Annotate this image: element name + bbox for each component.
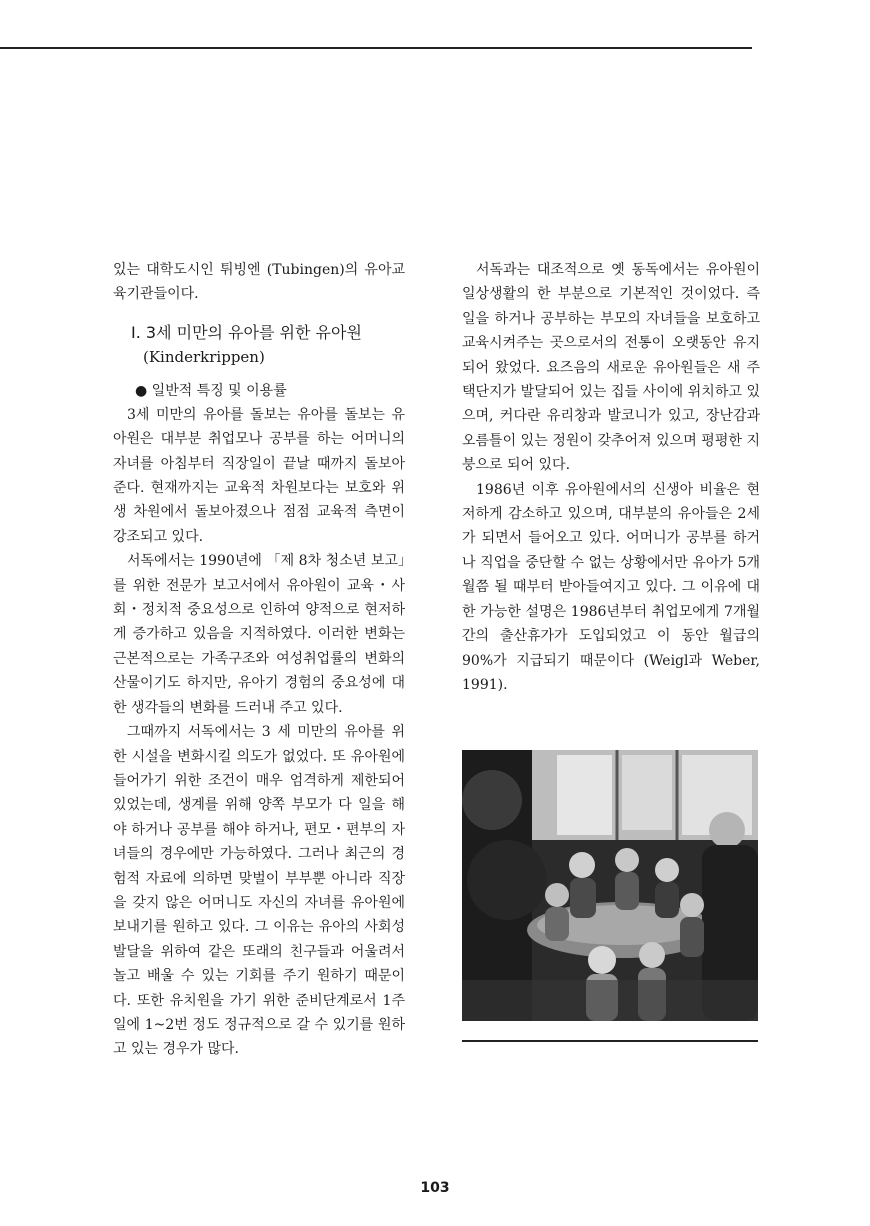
right-paragraph: 1986년 이후 유아원에서의 신생아 비율은 현저하게 감소하고 있으며, 대부분의 유아들은 2세가 되면서 들어오고 있다. 어머니가 공부를 하거나 직업을 중단할 수 없는 상황에서만 유아가 5개월쯤 될 때부터 받아들여지고 있다. 그 이유에 대한 가능한 설명은 1986년부터 취업모에게 7개월간의 출산휴가가 도입되었고 이 동안 월급의 90%가 지급되기 때문이다 (Weigl과 Weber, 1991).: [462, 481, 760, 693]
right-paragraph: 서독과는 대조적으로 옛 동독에서는 유아원이 일상생활의 한 부분으로 기본적인 것이었다. 즉 일을 하거나 공부하는 부모의 자녀들을 보호하고 교육시켜주는 곳으로서의 전통이 오랫동안 유지되어 왔었다. 요즈음의 새로운 유아원들은 새 주택단지가 발달되어 있는 집들 사이에 위치하고 있으며, 커다란 유리창과 발코니가 있고, 장난감과 오름틀이 있는 정원이 갖추어져 있으며 평평한 지붕으로 되어 있다.: [462, 262, 760, 474]
left-paragraph: 그때까지 서독에서는 3 세 미만의 유아를 위한 시설을 변화시킬 의도가 없었다. 또 유아원에 들어가기 위한 조건이 매우 엄격하게 제한되어 있었는데, 생계를 위해 양쪽 부모가 다 일을 해야 하거나 공부를 해야 하거나, 편모・편부의 자녀들의 경우에만 가능하였다. 그러나 최근의 경험적 자료에 의하면 맞벌이 부부뿐 아니라 직장을 갖지 않은 어머니도 자신의 자녀를 유아원에 보내기를 원하고 있다. 그 이유는 유아의 사회성 발달을 위하여 같은 또래의 친구들과 어울려서 놀고 배울 수 있는 기회를 주기 원하기 때문이다. 또한 유치원을 가기 위한 준비단계로서 1주일에 1~2번 정도 정규적으로 갈 수 있기를 원하고 있는 경우가 많다.: [113, 724, 405, 1058]
left-paragraph: 3세 미만의 유아를 돌보는 유아를 돌보는 유아원은 대부분 취업모나 공부를 하는 어머니의 자녀를 아침부터 직장일이 끝날 때까지 돌보아준다. 현재까지는 교육적 차원보다는 보호와 위생 차원에서 돌보아졌으나 점점 교육적 측면이 강조되고 있다.: [113, 406, 405, 545]
section-number: Ⅰ.: [131, 322, 141, 342]
section-heading: [113, 321, 405, 369]
intro-text: 있는 대학도시인 튀빙엔 (Tubingen)의 유아교육기관들이다.: [113, 262, 405, 303]
photo-rule: [462, 1040, 758, 1042]
left-paragraph: 서독에서는 1990년에 「제 8차 청소년 보고」를 위한 전문가 보고서에서 유아원이 교육・사회・정치적 중요성으로 인하여 양적으로 현저하게 증가하고 있음을 지적하였다. 이러한 변화는 근본적으로는 가족구조와 여성취업률의 변화의 산물이기도 하지만, 유아기 경험의 중요성에 대한 생각들의 변화를 드러내 주고 있다.: [113, 553, 405, 716]
top-rule: [0, 47, 752, 49]
section-title: 3세 미만의 유아를 위한 유아원: [145, 322, 362, 342]
section-subtitle: (Kinderkrippen): [143, 347, 265, 366]
left-column: [113, 258, 405, 1062]
nursery-children-photo: [462, 750, 758, 1021]
page-number: 103: [420, 1180, 450, 1196]
bullet-heading: ● 일반적 특징 및 이용률: [135, 382, 287, 399]
right-column: [462, 258, 760, 697]
